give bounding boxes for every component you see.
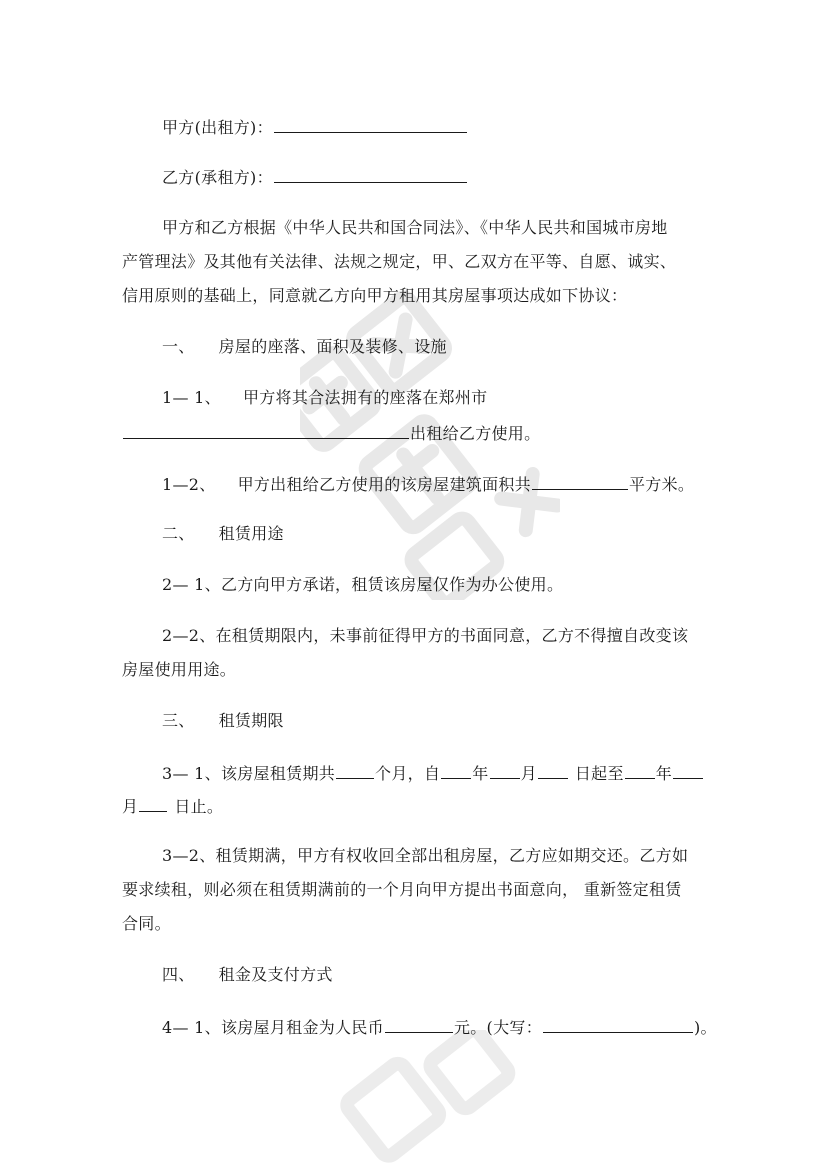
clause-4-1-text-a: 4— 1、该房屋月租金为人民币 [162,1018,384,1037]
clause-1-2 [162,473,694,495]
clause-4-1-text-c: )。 [694,1018,717,1037]
clause-3-2-line-1: 3—2、租赁期满，甲方有权收回全部出租房屋，乙方应如期交还。乙方如 [162,846,689,865]
clause-1-2-number: 1—2、 [162,475,216,494]
clause-4-1-text-b: 元。(大写： [453,1018,542,1037]
clause-1-2-unit: 平方米。 [628,475,695,494]
clause-3-1-text-a: 3— 1、该房屋租赁期共 [162,764,336,783]
rent-amount-blank [385,1016,453,1033]
section-1-number: 一、 [162,337,195,356]
area-blank [532,473,628,490]
clause-1-1-address-blank [123,422,409,439]
start-month-blank [490,762,520,779]
clause-4-1 [162,1016,717,1038]
preamble-line-1: 甲方和乙方根据《中华人民共和国合同法》、《中华人民共和国城市房地 [162,218,668,237]
clause-3-1-end: 日止。 [174,797,224,816]
clause-3-1-month: 月 [520,764,537,783]
party-a-label: 甲方(出租方)： [162,118,273,137]
clause-1-1-cont-text: 出租给乙方使用。 [410,424,541,443]
party-a-blank [274,116,467,133]
section-3-heading [162,711,284,731]
watermark-graphic-bottom [300,1030,560,1170]
party-b-label: 乙方(承租方)： [162,168,273,187]
clause-3-1-month2: 月 [122,797,139,816]
clause-3-1-continued [122,795,223,817]
section-1-title: 房屋的座落、面积及装修、设施 [218,337,447,356]
section-2-heading [162,524,284,544]
rent-amount-words-blank [543,1016,693,1033]
clause-1-1-continued [122,422,540,444]
preamble-line-2: 产管理法》及其他有关法律、法规之规定，甲、乙双方在平等、自愿、诚实、 [122,252,677,271]
clause-3-1 [162,762,704,784]
section-2-number: 二、 [162,524,195,543]
clause-1-1-number: 1— 1、 [162,388,221,407]
end-year-blank [625,762,655,779]
section-4-heading [162,965,333,985]
months-blank [336,762,374,779]
clause-2-2-line-2: 房屋使用用途。 [122,660,237,679]
section-2-title: 租赁用途 [218,524,284,543]
section-3-title: 租赁期限 [218,711,284,730]
section-3-number: 三、 [162,711,195,730]
party-b-blank [274,166,467,183]
clause-3-1-year: 年 [472,764,489,783]
start-day-blank [538,762,568,779]
clause-3-1-from: 日起至 [574,764,624,783]
preamble-line-3: 信用原则的基础上，同意就乙方向甲方租用其房屋事项达成如下协议： [122,286,628,305]
clause-1-1-text: 甲方将其合法拥有的座落在郑州市 [242,388,488,407]
end-month-blank [673,762,703,779]
clause-2-2-line-1: 2—2、在租赁期限内，未事前征得甲方的书面同意，乙方不得擅自改变该 [162,626,689,645]
start-year-blank [441,762,471,779]
clause-3-1-year2: 年 [655,764,673,783]
clause-2-1: 2— 1、乙方向甲方承诺，租赁该房屋仅作为办公使用。 [162,575,564,594]
section-1-heading [162,337,447,357]
section-4-number: 四、 [162,965,195,984]
party-a-line [162,116,468,138]
clause-1-2-text: 甲方出租给乙方使用的该房屋建筑面积共 [237,475,531,494]
party-b-line [162,166,468,188]
clause-3-2-line-2: 要求续租，则必须在租赁期满前的一个月向甲方提出书面意向， 重新签定租赁 [122,880,682,899]
clause-3-2-line-3: 合同。 [122,914,171,933]
clause-1-1 [162,388,487,408]
section-4-title: 租金及支付方式 [218,965,333,984]
end-day-blank [139,795,167,812]
clause-3-1-text-b: 个月，自 [375,764,441,783]
